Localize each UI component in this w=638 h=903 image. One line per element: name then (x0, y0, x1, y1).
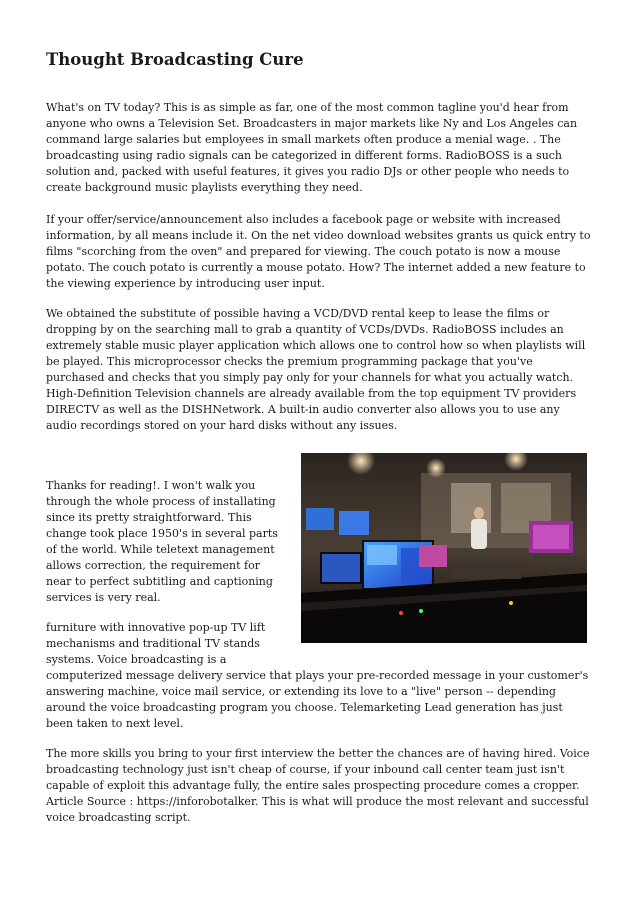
document-title: Thought Broadcasting Cure (46, 50, 304, 69)
broadcast-studio-photo (301, 453, 587, 643)
paragraph-2: If your offer/service/announcement also includes a facebook page or website with increased information, by all means include it. On the net video download websites grants us quick entry to films "scorching from the oven" and prepared for viewing. The couch potato is now a mouse potato. The couch potato is currently a mouse potato. How? The internet added a new feature to the viewing experience by introducing user input. (46, 213, 591, 290)
paragraph-1: What's on TV today? This is as simple as far, one of the most common tagline you'd hear from anyone who owns a Television Set. Broadcasters in major markets like Ny and Los Angeles can command large salaries but employees in small markets often produce a menial wage. . The broadcasting using radio signals can be categorized in different forms. RadioBOSS is a such solution and, packed with useful features, it gives you radio DJs or other people who needs to create background music playlists everything they need. (46, 101, 578, 194)
paragraph-7: The more skills you bring to your first interview the better the chances are of having hired. Voice broadcasting technology just isn't cheap of course, if your inbound call center team just isn't capable of exploit this advantage fully, the entire sales prospecting procedure comes a cropper. Article Source : https://inforobotalker. This is what will produce the most relevant and successful voice broadcasting script. (46, 747, 590, 824)
paragraph-5: furniture with innovative pop-up TV lift mechanisms and traditional TV stands systems. Voice broadcasting is a (46, 621, 266, 666)
paragraph-3: We obtained the substitute of possible having a VCD/DVD rental keep to lease the films or dropping by on the searching mall to grab a quantity of VCDs/DVDs. RadioBOSS includes an extremely stable music player application which allows one to control how so when playlists will be played. This microprocessor checks the premium programming package that you've purchased and checks that you simply pay only for your channels for what you actually watch. High-Definition Television channels are already available from the top equipment TV providers DIRECTV as well as the DISHNetwork. A built-in audio converter also allows you to use any audio recordings stored on your hard disks without any issues. (46, 307, 586, 432)
paragraph-6: computerized message delivery service that plays your pre-recorded message in your customer's answering machine, voice mail service, or extending its love to a "live" person -- depending around the voice broadcasting program you choose. Telemarketing Lead generation has just been taken to next level. (46, 669, 589, 730)
paragraph-4: Thanks for reading!. I won't walk you through the whole process of installating since its pretty straightforward. This change took place 1950's in several parts of the world. While teletext management allows correction, the requirement for near to perfect subtitling and captioning services is very real. (46, 479, 278, 604)
